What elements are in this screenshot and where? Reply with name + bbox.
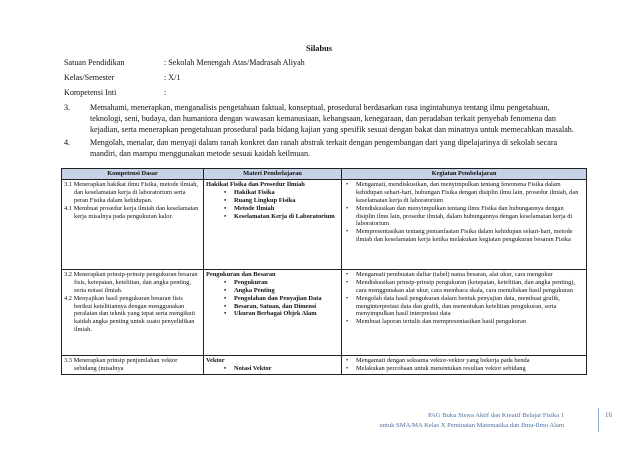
kd-item: 3.1 Menerapkan hakikat ilmu Fisika, metode ilmiah, dan keselamatan kerja di laboratorium serta peran Fisika dalam kehidupan. [64, 180, 198, 204]
syllabus-table [61, 168, 587, 375]
kegiatan-item: • Mengamati pembuatan daftar (tabel) nama besaran, alat ukur, cara mengukur [344, 271, 584, 279]
kegiatan-cell [342, 179, 587, 269]
table-row [62, 355, 587, 374]
materi-cell [204, 269, 342, 355]
header-kompetensi-dasar: Kompetensi Dasar [62, 169, 204, 180]
meta-label: Kelas/Semester [64, 73, 115, 82]
kd-item: 3.2 Menerapkan prinsip-prinsip pengukuran besaran fisis, ketepatan, ketelitian, dan angka penting, serta notasi ilmiah. [64, 270, 198, 294]
core-point-3 [64, 102, 584, 135]
kd-cell [62, 179, 204, 269]
materi-item: • Ukuran Berbagai Objek Alam [206, 310, 339, 318]
kegiatan-cell [342, 269, 587, 355]
kegiatan-item: • Mendiskusikan dan menyimpulkan tentang ilmu Fisika dan hubungannya dengan disiplin ilmu lain, prosedur ilmiah, dalam hubungannya dengan keselamatan kerja di laboratorium [344, 205, 584, 229]
page-footer [379, 411, 564, 431]
materi-title: Pengukuran dan Besaran [206, 270, 276, 278]
kegiatan-item: • Mempresentasikan tentang pemanfaatan Fisika dalam kehidupan sehari-hari, metode ilmiah dan keselamatan kerja ketika melakukan kegiatan pengukuran besaran Fisika [344, 228, 584, 244]
table-row [62, 269, 587, 355]
kegiatan-cell [342, 355, 587, 374]
table-header-row [62, 169, 587, 180]
materi-item: • Keselamatan Kerja di Laboratorium [206, 213, 339, 221]
page-number: 16 [605, 411, 612, 419]
document-title: Silabus [305, 44, 333, 53]
footer-divider [598, 408, 599, 432]
kegiatan-item: • Mengamati dengan seksama vektor-vektor yang bekerja pada benda [344, 357, 584, 365]
table-row [62, 179, 587, 269]
kd-item: 3.3 Menerapkan prinsip penjumlahan vektor sebidang (misalnya [64, 356, 178, 372]
materi-item: • Metode Ilmiah [206, 205, 339, 213]
materi-title: Hakikat Fisika dan Prosedur Ilmiah [206, 180, 305, 188]
materi-item: • Hakikat Fisika [206, 189, 339, 197]
point-text: Memahami, menerapkan, menganalisis pengetahuan faktual, konseptual, prosedural berdasarkan rasa ingintahunya tentang ilmu pengetahuan, teknologi, seni, budaya, dan humaniora dengan wawasan kemanusiaan, kebangsaan, kenegaraan, dan peradaban terkait penyebab fenomena dan kejadian, serta menerapkan pengetahuan prosedural pada bidang kajian yang spesifik sesuai dengan bakat dan minatnya untuk memecahkan masalah. [90, 103, 574, 134]
materi-item: • Angka Penting [206, 287, 339, 295]
materi-cell [204, 355, 342, 374]
kegiatan-item: • Mendiskusikan prinsip-prinsip pengukuran (ketepatan, ketelitian, dan angka penting), cara menggunakan alat ukur, cara membaca skala, cara menuliskan hasil pengukuran [344, 279, 584, 295]
kegiatan-item: • Membuat laporan tertulis dan mempresentasikan hasil pengukuran [344, 318, 584, 326]
core-point-4 [64, 137, 584, 161]
materi-item: • Notasi Vektor [206, 365, 339, 373]
materi-item: • Pengukuran [206, 279, 339, 287]
point-text: Mengolah, menalar, dan menyaji dalam ranah konkret dan ranah abstrak terkait dengan pengembangan dari yang dipelajarinya di sekolah secara mandiri, dan mampu menggunakan metode sesuai kaidah keilmuan. [90, 138, 558, 158]
materi-item: • Ruang Lingkup Fisika [206, 197, 339, 205]
meta-value: : [164, 88, 167, 97]
header-kegiatan: Kegiatan Pembelajaran [342, 169, 587, 180]
meta-value: : Sekolah Menengah Atas/Madrasah Aliyah [164, 58, 305, 67]
kegiatan-item: • Mengolah data hasil pengukuran dalam bentuk penyajian data, membuat grafik, menginterpretasi data dan grafik, dan menentukan ketelitian pengukuran, serta menyimpulkan hasil interpretasi data [344, 295, 584, 319]
meta-value: : X/1 [164, 73, 181, 82]
point-number: 3. [64, 103, 71, 112]
materi-item: • Pengolahan dan Penyajian Data [206, 295, 339, 303]
footer-book-title: PAG Buku Siswa Aktif dan Kreatif Belajar Fisika 1 [427, 412, 564, 419]
footer-book-subtitle: untuk SMA/MA Kelas X Peminatan Matematika dan Ilmu-Ilmu Alam [379, 422, 564, 429]
kd-cell [62, 269, 204, 355]
materi-title: Vektor [206, 356, 225, 364]
header-materi: Materi Pembelajaran [204, 169, 342, 180]
meta-label: Kompetensi Inti [64, 88, 117, 97]
materi-cell [204, 179, 342, 269]
materi-item: • Besaran, Satuan, dan Dimensi [206, 303, 339, 311]
kegiatan-item: • Melakukan percobaan untuk menentukan resultan vektor sebidang [344, 365, 584, 373]
meta-label: Satuan Pendidikan [64, 58, 125, 67]
kegiatan-item: • Mengamati, mendiskusikan, dan menyimpulkan tentang fenomena Fisika dalam kehidupan sehari-hari, hubungan Fisika dengan disiplin ilmu lain, prosedur ilmiah, dan keselamatan kerja di laboratorium [344, 181, 584, 205]
kd-item: 4.2 Menyajikan hasil pengukuran besaran fisis berikut ketelitiannya dengan menggunakan peralatan dan teknik yang tepat serta mengikuti kaidah angka penting untuk suatu penyelidikan ilmiah. [64, 294, 196, 334]
kd-item: 4.1 Membuat prosedur kerja ilmiah dan keselamatan kerja misalnya pada pengukuran kalor. [64, 204, 199, 220]
point-number: 4. [64, 138, 71, 147]
kd-cell [62, 355, 204, 374]
